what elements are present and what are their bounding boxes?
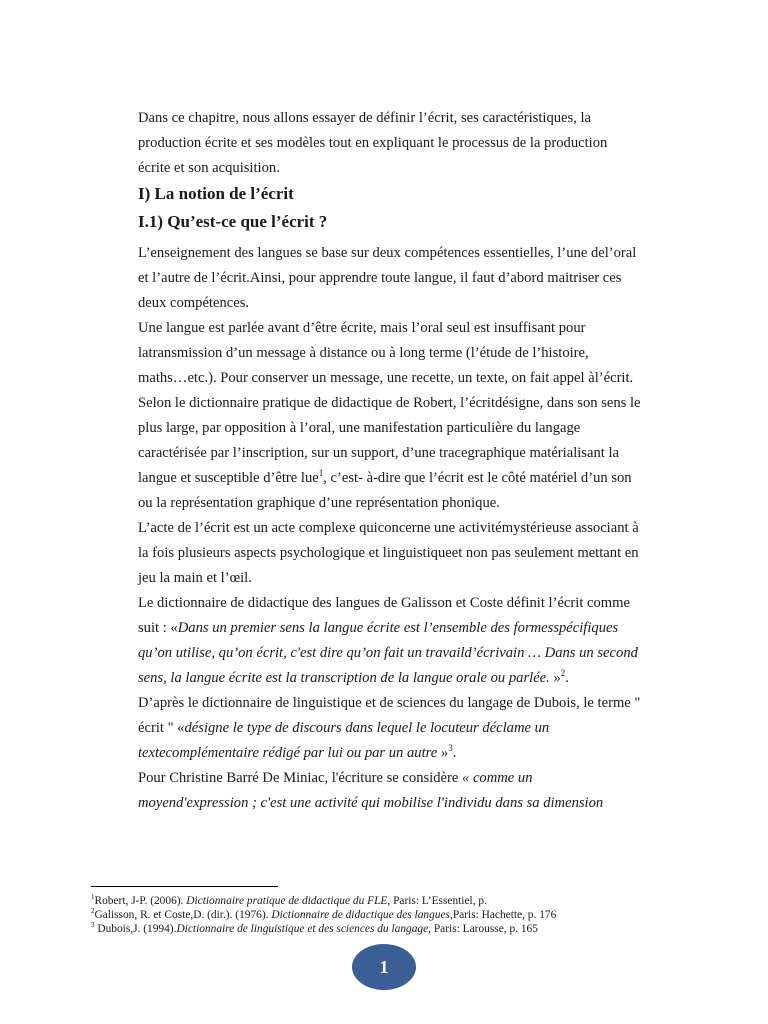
text-line: la fois plusieurs aspects psychologique et linguistiqueet non pas seulement mettant en xyxy=(138,545,639,561)
text-line xyxy=(138,741,678,766)
footnote-ref[interactable]: 1 xyxy=(318,468,324,479)
text-line: ou la représentation graphique d’une représentation phonique. xyxy=(138,495,500,511)
subsection-heading: I.1) Qu’est-ce que l’écrit ? xyxy=(138,212,328,231)
footnote-title: Dictionnaire de didactique des langues xyxy=(271,909,450,921)
footnote-title: Dictionnaire de linguistique et des sciences du langage xyxy=(176,923,429,935)
text-line xyxy=(138,616,678,641)
main-body xyxy=(138,241,678,816)
text-line: et l’autre de l’écrit.Ainsi, pour apprendre toute langue, il faut d’abord maitriser ces xyxy=(138,270,622,286)
quote-text: qu’on utilise, qu’on écrit, c'est dire qu’on fait un travaild’écrivain … Dans un second xyxy=(138,645,638,661)
text-line: maths…etc.). Pour conserver un message, une recette, un texte, on fait appel àl’écrit. xyxy=(138,370,634,386)
text-line xyxy=(138,466,678,491)
quote-text: Dans un premier sens la langue écrite est l’ensemble des formesspécifiques xyxy=(177,620,619,636)
text-line: Dans ce chapitre, nous allons essayer de définir l’écrit, ses caractéristiques, la xyxy=(138,110,592,126)
text-line: L’enseignement des langues se base sur deux compétences essentielles, l’une del’oral xyxy=(138,245,637,261)
text-line xyxy=(138,766,678,791)
footnote-ref[interactable]: 3 xyxy=(448,743,453,754)
quote-text: moyend'expression ; c'est une activité qui mobilise l'individu dans sa dimension xyxy=(138,795,604,811)
footnote-item xyxy=(91,894,556,908)
text-line: Une langue est parlée avant d’être écrite, mais l’oral seul est insuffisant pour xyxy=(138,320,586,336)
text-segment: » xyxy=(549,670,561,686)
quote-text: sens, la langue écrite est la transcription de la langue orale ou parlée. xyxy=(138,670,550,686)
text-line: production écrite et ses modèles tout en expliquant le processus de la production xyxy=(138,135,608,151)
text-segment: , c’est- à-dire que l’écrit est le côté matériel d’un son xyxy=(323,470,632,486)
footnote-separator xyxy=(91,886,278,887)
text-segment: . xyxy=(452,745,457,761)
text-line: caractérisée par l’inscription, sur un support, d’une tracegraphique matérialisant la xyxy=(138,445,619,461)
footnote-ref[interactable]: 2 xyxy=(560,668,566,679)
text-line: Selon le dictionnaire pratique de didactique de Robert, l’écritdésigne, dans son sens le xyxy=(138,395,641,411)
quote-text: désigne le type de discours dans lequel le locuteur déclame un xyxy=(184,720,550,736)
text-line xyxy=(138,716,678,741)
text-line: deux compétences. xyxy=(138,295,250,311)
quote-text: textecomplémentaire rédigé par lui ou par un autre xyxy=(138,745,438,761)
footnote-text: Dubois,J. (1994). xyxy=(94,923,177,935)
text-line: latransmission d’un message à distance ou à long terme (l’étude de l’histoire, xyxy=(138,345,589,361)
quote-text: « comme un xyxy=(462,770,533,786)
text-line: plus large, par opposition à l’oral, une manifestation particulière du langage xyxy=(138,420,581,436)
text-segment: écrit " « xyxy=(138,720,185,736)
footnote-text: Galisson, R. et Coste,D. (dir.). (1976). xyxy=(94,909,272,921)
text-line: L’acte de l’écrit est un acte complexe quiconcerne une activitémystérieuse associant à xyxy=(138,520,639,536)
intro-paragraph xyxy=(138,106,678,181)
footnote-text: ,Paris: Hachette, p. 176 xyxy=(450,909,557,921)
text-line xyxy=(138,791,678,816)
section-heading: I) La notion de l’écrit xyxy=(138,184,294,203)
text-segment: . xyxy=(565,670,569,686)
footnotes xyxy=(91,894,556,936)
page-number-badge: 1 xyxy=(352,944,416,990)
text-segment: langue et susceptible d’être lue xyxy=(138,470,319,486)
text-segment: Pour Christine Barré De Miniac, l'écriture se considère xyxy=(138,770,462,786)
footnote-number: 2 xyxy=(91,907,95,916)
text-line xyxy=(138,641,678,666)
text-segment: suit : « xyxy=(138,620,178,636)
text-line: Le dictionnaire de didactique des langues de Galisson et Coste définit l’écrit comme xyxy=(138,595,630,611)
footnote-item xyxy=(91,922,556,936)
footnote-number: 1 xyxy=(91,893,95,902)
footnote-text: , Paris: L’Essentiel, p. xyxy=(387,895,487,907)
footnote-text: Robert, J-P. (2006). xyxy=(94,895,187,907)
text-line: D’après le dictionnaire de linguistique et de sciences du langage de Dubois, le terme " xyxy=(138,695,641,711)
footnote-text: , Paris: Larousse, p. 165 xyxy=(428,923,538,935)
footnote-number: 3 xyxy=(91,921,95,930)
text-line: jeu la main et l’œil. xyxy=(138,570,252,586)
footnote-title: Dictionnaire pratique de didactique du FLE xyxy=(186,895,388,907)
text-line xyxy=(138,666,678,691)
footnote-item xyxy=(91,908,556,922)
text-line: écrite et son acquisition. xyxy=(138,160,280,176)
text-segment: » xyxy=(437,745,449,761)
